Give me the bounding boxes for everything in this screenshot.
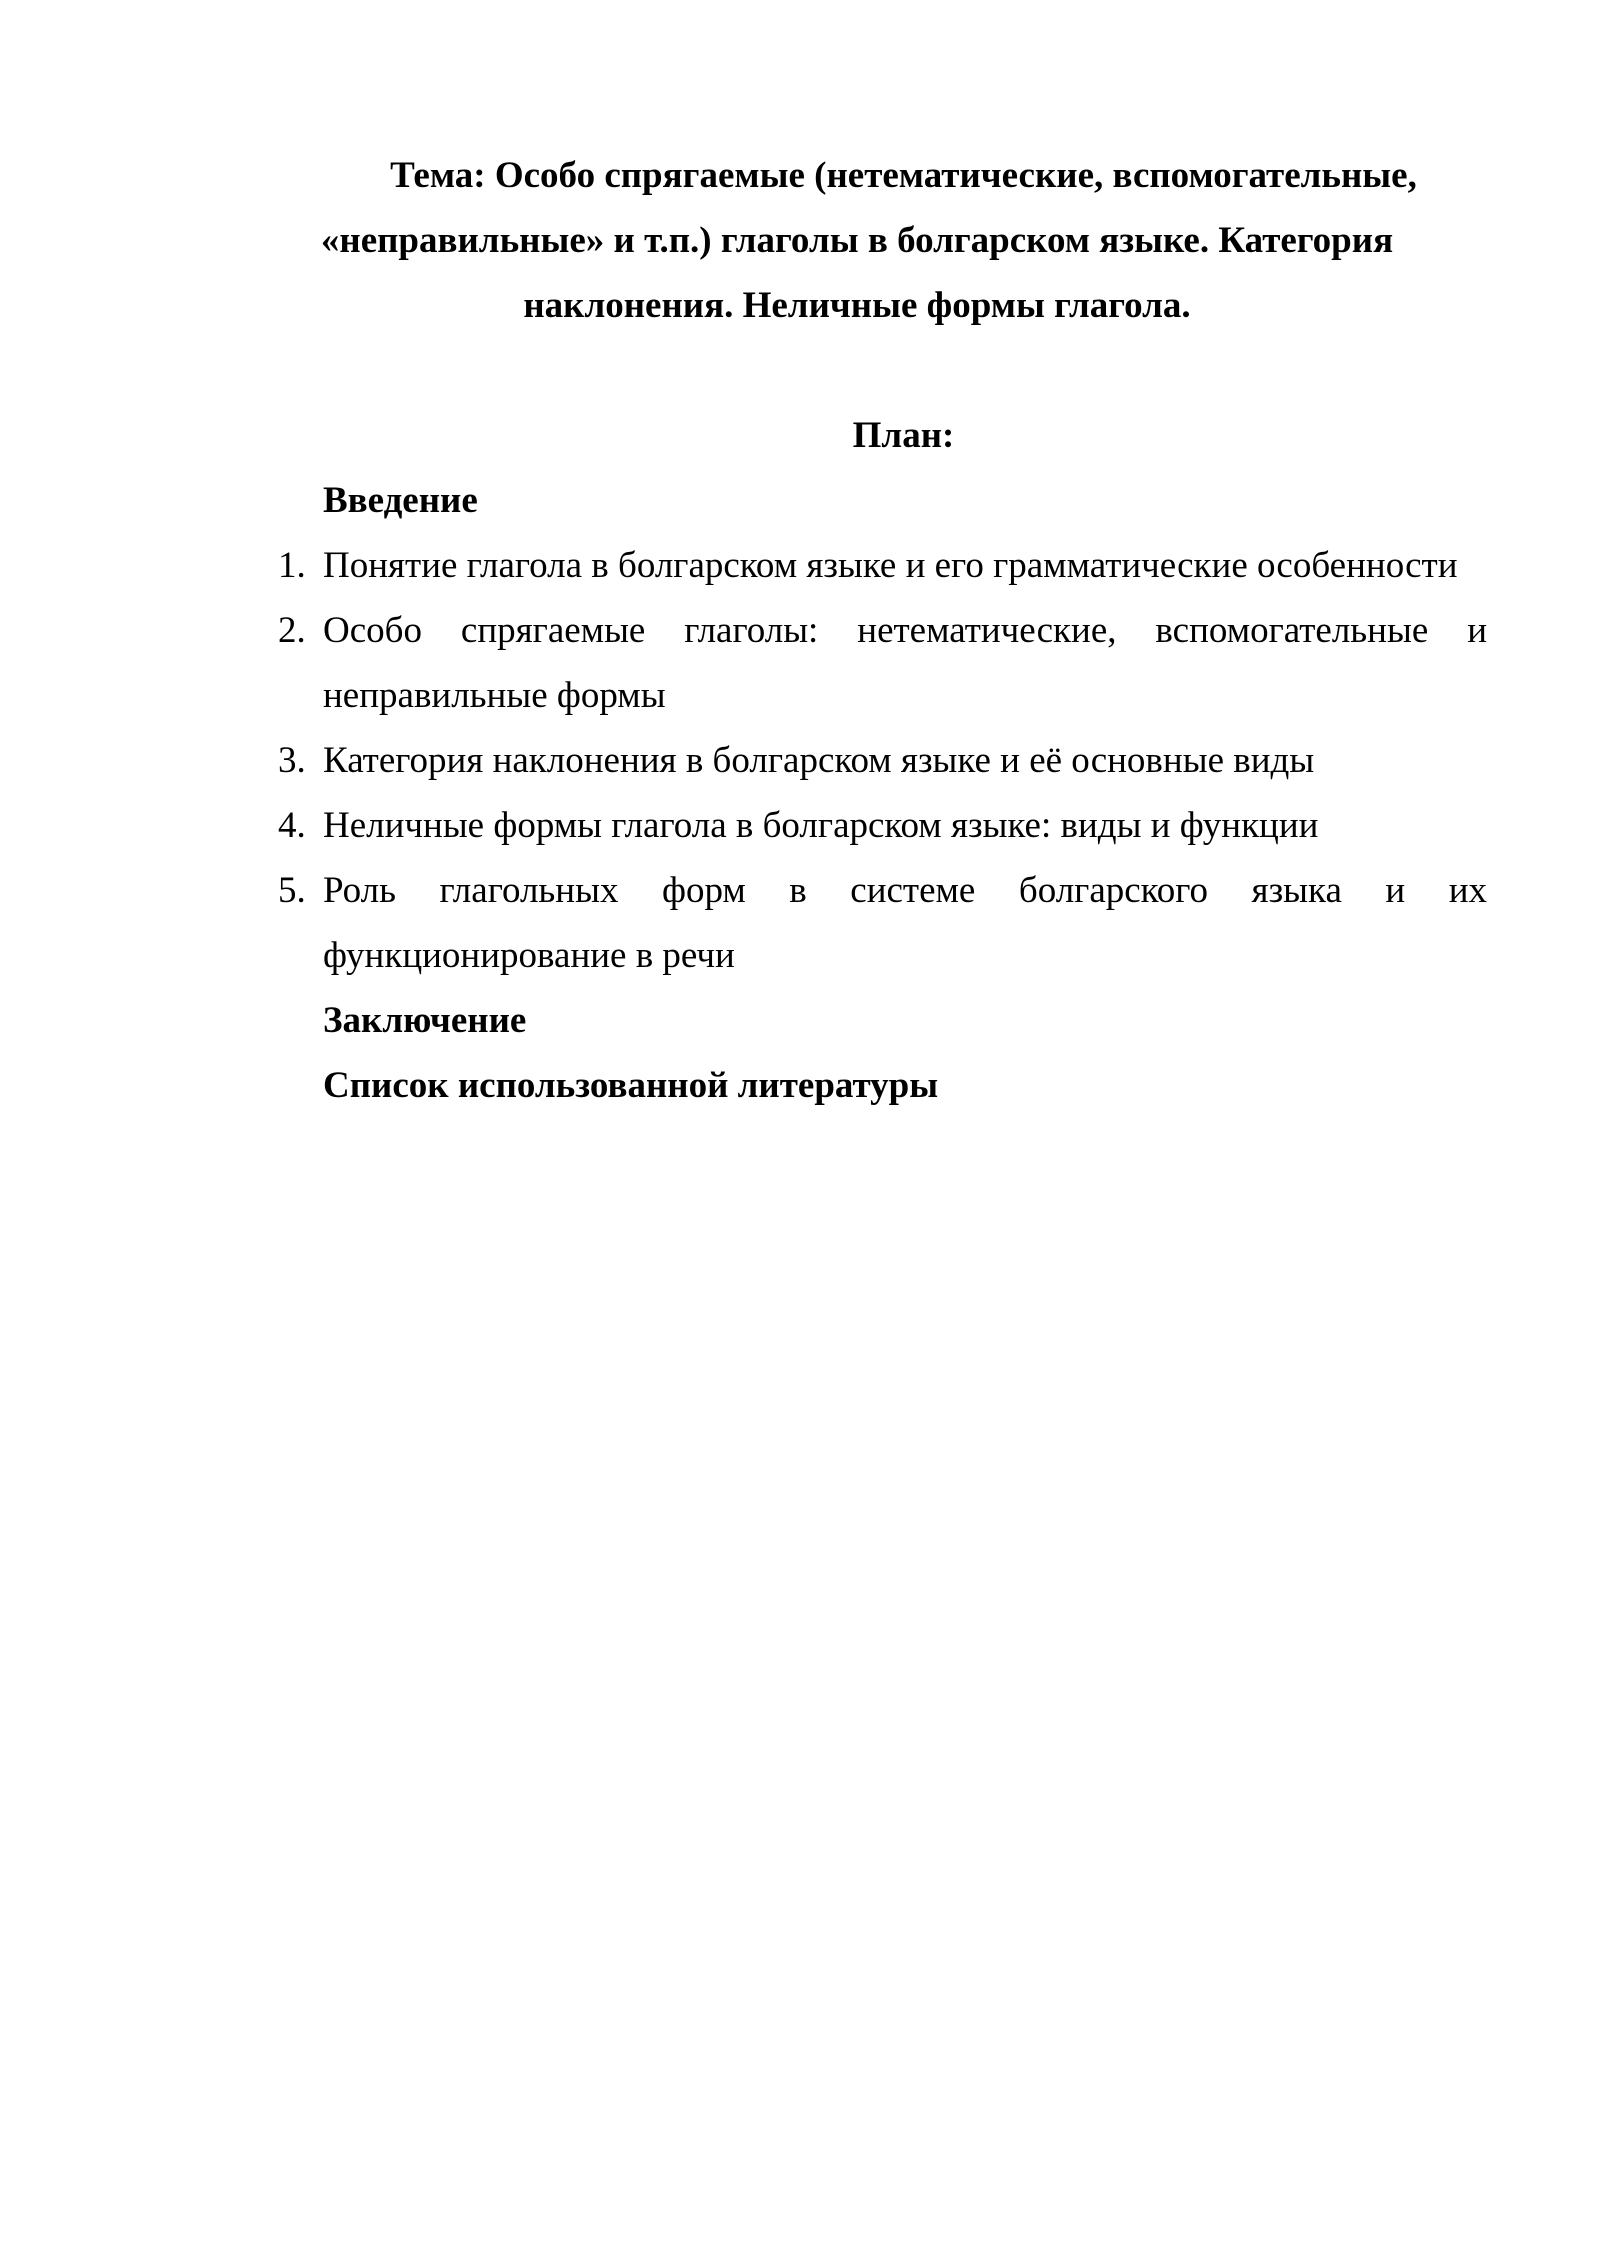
item-number: 2. <box>278 610 306 651</box>
item-text: Особо спрягаемые глаголы: нетематические, вспомогательные и неправильные формы <box>323 610 1487 716</box>
bibliography-heading: Список использованной литературы <box>323 1065 939 1106</box>
item-text: Категория наклонения в болгарском языке и её основные виды <box>323 740 1315 781</box>
plan-heading: План: <box>852 415 955 456</box>
item-text: Понятие глагола в болгарском языке и его грамматические особенности <box>323 545 1458 586</box>
plan-item-4 <box>227 793 1487 858</box>
plan-list <box>227 533 1487 988</box>
plan-item-2 <box>227 598 1487 728</box>
plan-item-1 <box>227 533 1487 598</box>
item-number: 4. <box>278 805 306 846</box>
item-text: Неличные формы глагола в болгарском языке: виды и функции <box>323 805 1319 846</box>
introduction-heading: Введение <box>323 480 478 521</box>
conclusion-heading: Заключение <box>323 1000 527 1041</box>
document-title: Тема: Особо спрягаемые (нетематические, вспомогательные, «неправильные» и т.п.) глаголы в болгарском языке. Категория наклонения. Неличные формы глагола. <box>320 155 1417 326</box>
item-number: 1. <box>278 545 306 586</box>
plan-item-5 <box>227 858 1487 988</box>
plan-item-3 <box>227 728 1487 793</box>
item-text: Роль глагольных форм в системе болгарского языка и их функционирование в речи <box>323 870 1487 976</box>
item-number: 5. <box>278 870 306 911</box>
item-number: 3. <box>278 740 306 781</box>
